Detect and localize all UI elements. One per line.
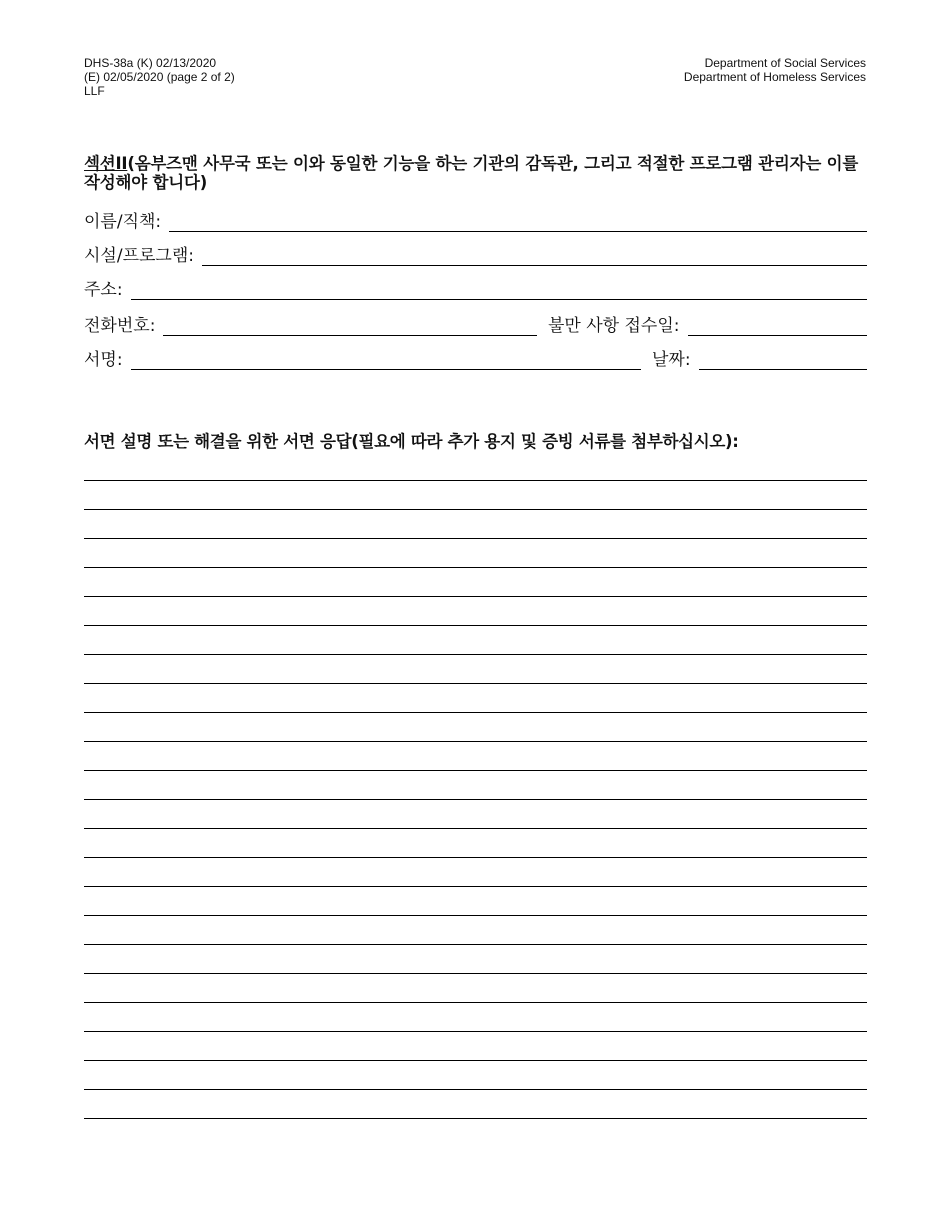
response-line[interactable] [84, 1060, 867, 1061]
address-label: 주소: [84, 280, 123, 300]
facility-program-field [84, 242, 867, 266]
response-line[interactable] [84, 770, 867, 771]
response-line[interactable] [84, 1031, 867, 1032]
response-line[interactable] [84, 596, 867, 597]
response-line[interactable] [84, 799, 867, 800]
complaint-date-label: 불만 사항 접수일: [548, 316, 680, 336]
response-line[interactable] [84, 683, 867, 684]
response-line[interactable] [84, 857, 867, 858]
date-label: 날짜: [652, 350, 691, 370]
name-title-field [84, 208, 867, 232]
complaint-date-input[interactable] [688, 317, 868, 336]
phone-input[interactable] [163, 317, 537, 336]
name-title-input[interactable] [169, 213, 867, 232]
response-line[interactable] [84, 1089, 867, 1090]
signature-input[interactable] [131, 351, 641, 370]
response-line[interactable] [84, 712, 867, 713]
response-line[interactable] [84, 538, 867, 539]
section-instructions: (옴부즈맨 사무국 또는 이와 동일한 기능을 하는 기관의 감독관, 그리고 적절한 프로그램 관리자는 이를 작성해야 합니다) [84, 154, 859, 192]
form-header-right [684, 56, 866, 84]
phone-field [84, 312, 537, 336]
date-field [652, 346, 867, 370]
response-line[interactable] [84, 973, 867, 974]
response-line[interactable] [84, 828, 867, 829]
response-line[interactable] [84, 480, 867, 481]
department-homeless-services: Department of Homeless Services [683, 70, 866, 84]
response-line[interactable] [84, 567, 867, 568]
response-line[interactable] [84, 915, 867, 916]
date-input[interactable] [699, 351, 867, 370]
form-id: DHS-38a (K) 02/13/2020 [84, 56, 217, 70]
response-line[interactable] [84, 509, 867, 510]
address-field [84, 276, 867, 300]
form-code: LLF [84, 84, 105, 98]
response-title: 서면 설명 또는 해결을 위한 서면 응답(필요에 따라 추가 용지 및 증빙 서류를 첨부하십시오): [84, 432, 739, 451]
response-line[interactable] [84, 1118, 867, 1119]
response-line[interactable] [84, 1002, 867, 1003]
response-line[interactable] [84, 886, 867, 887]
department-social-services: Department of Social Services [704, 56, 866, 70]
response-writing-area[interactable] [84, 480, 867, 1147]
response-line[interactable] [84, 625, 867, 626]
response-line[interactable] [84, 944, 867, 945]
complaint-date-field [548, 312, 867, 336]
name-title-label: 이름/직책: [84, 212, 162, 232]
response-line[interactable] [84, 741, 867, 742]
facility-program-label: 시설/프로그램: [84, 246, 194, 266]
phone-label: 전화번호: [84, 316, 156, 336]
section-title [84, 154, 868, 192]
address-input[interactable] [131, 281, 867, 300]
signature-field [84, 346, 641, 370]
facility-program-input[interactable] [202, 247, 867, 266]
signature-label: 서명: [84, 350, 123, 370]
response-line[interactable] [84, 654, 867, 655]
section-number: 섹션II [84, 154, 128, 173]
form-version: (E) 02/05/2020 (page 2 of 2) [84, 70, 235, 84]
form-header-left [84, 56, 235, 98]
